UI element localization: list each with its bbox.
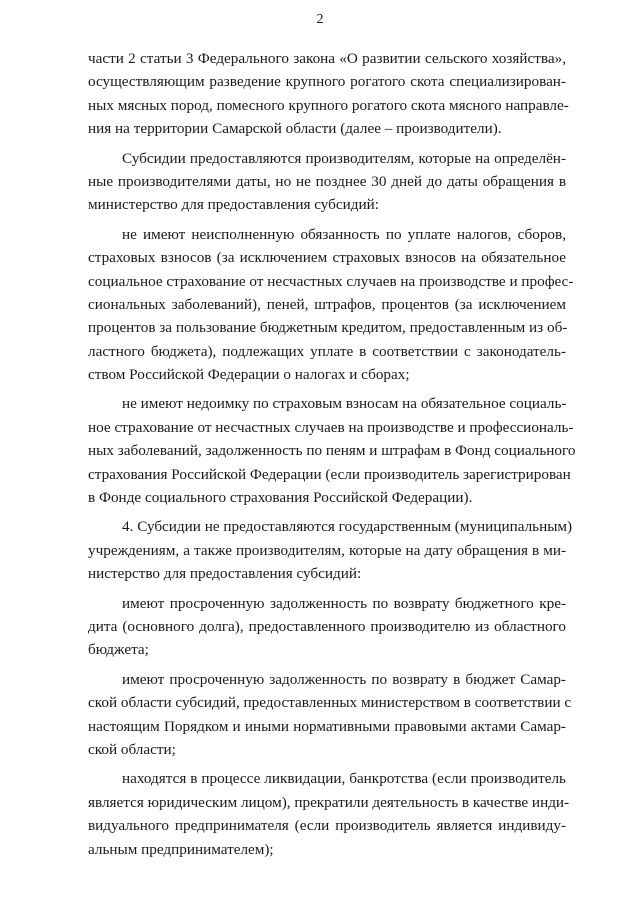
- text-line: учреждениям, а также производителям, которые на дату обращения в ми-: [88, 541, 566, 559]
- paragraph: [88, 592, 566, 662]
- text-line: дита (основного долга), предоставленного производителю из областного: [88, 617, 566, 635]
- text-line: осуществляющим разведение крупного рогатого скота специализирован-: [88, 73, 566, 91]
- paragraph: [88, 223, 574, 387]
- text-line: процентов за пользование бюджетным кредитом, предоставленным из об-: [88, 319, 568, 337]
- text-line: находятся в процессе ликвидации, банкротства (если производитель: [122, 770, 566, 788]
- paragraph: [88, 515, 573, 585]
- text-line: альным предпринимателем);: [88, 840, 274, 858]
- text-line: ных мясных пород, помесного крупного рогатого скота мясного направле-: [88, 96, 569, 114]
- text-line: сиональных заболеваний), пеней, штрафов, процентов (за исключением: [88, 295, 566, 313]
- text-line: ской области;: [88, 740, 176, 758]
- text-line: министерство для предоставления субсидий:: [88, 196, 379, 214]
- text-line: нистерство для предоставления субсидий:: [88, 565, 362, 583]
- text-line: Субсидии предоставляются производителям, которые на определён-: [122, 149, 566, 167]
- text-line: в Фонде социального страхования Российской Федерации).: [88, 489, 473, 507]
- text-line: ные производителями даты, но не позднее 30 дней до даты обращения в: [88, 172, 566, 190]
- paragraph: [88, 392, 576, 509]
- text-line: страхования Российской Федерации (если производитель зарегистрирован: [88, 465, 571, 483]
- text-line: имеют просроченную задолженность по возврату бюджетного кре-: [122, 594, 566, 612]
- text-line: 4. Субсидии не предоставляются государственным (муниципальным): [122, 518, 573, 536]
- text-line: имеют просроченную задолженность по возврату в бюджет Самар-: [122, 670, 566, 688]
- text-line: ния на территории Самарской области (далее – производители).: [88, 120, 502, 138]
- paragraph: [88, 147, 566, 217]
- text-line: видуального предпринимателя (если производитель является индивиду-: [88, 817, 566, 835]
- paragraph: [88, 47, 569, 141]
- text-line: не имеют недоимку по страховым взносам на обязательное социаль-: [122, 395, 567, 413]
- text-line: ных заболеваний, задолженность по пеням и штрафам в Фонд социального: [88, 442, 576, 460]
- text-line: ской области субсидий, предоставленных министерством в соответствии с: [88, 694, 572, 712]
- text-line: не имеют неисполненную обязанность по уплате налогов, сборов,: [122, 225, 566, 243]
- paragraph: [88, 767, 570, 861]
- page-number: 2: [316, 12, 324, 27]
- text-line: ством Российской Федерации о налогах и сборах;: [88, 366, 410, 384]
- text-line: страховых взносов (за исключением страховых взносов на обязательное: [88, 249, 566, 267]
- text-line: части 2 статьи 3 Федерального закона «О развитии сельского хозяйства»,: [88, 50, 566, 67]
- text-line: является юридическим лицом), прекратили деятельность в качестве инди-: [88, 793, 570, 811]
- text-line: ное страхование от несчастных случаев на производстве и профессиональ-: [88, 418, 574, 436]
- document-body: [88, 47, 576, 861]
- text-line: бюджета;: [88, 641, 149, 659]
- text-line: ластного бюджета), подлежащих уплате в соответствии с законодатель-: [88, 342, 566, 360]
- text-line: социальное страхование от несчастных случаев на производстве и профес-: [88, 272, 574, 290]
- paragraph: [88, 668, 572, 762]
- text-line: настоящим Порядком и иными нормативными правовыми актами Самар-: [88, 717, 566, 735]
